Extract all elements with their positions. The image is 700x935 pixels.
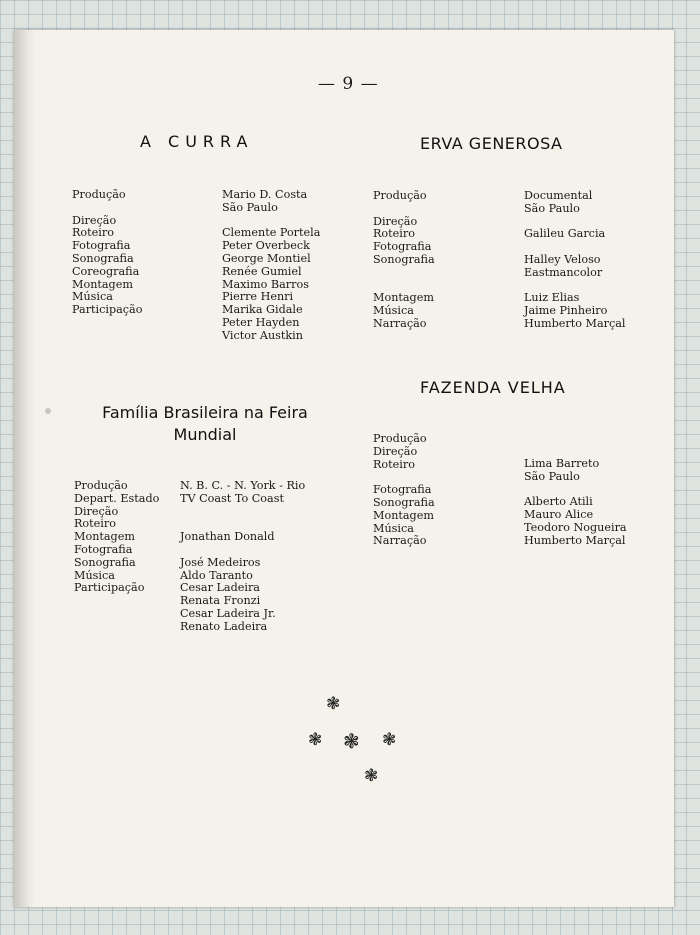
credit-role: Montagem [373, 291, 434, 305]
erva-generosa-values [524, 190, 625, 331]
title-line: Família Brasileira na Feira [102, 403, 308, 422]
credit-value: George Montiel [222, 251, 311, 265]
section-title-familia [85, 402, 325, 446]
flower-ornament-icon: ❃ [326, 694, 341, 714]
credit-value: Renée Gumiel [222, 264, 302, 278]
credit-value: Pierre Henri [222, 290, 294, 304]
credit-role: Música [373, 304, 414, 318]
credit-role: Depart. Estado [74, 491, 160, 505]
credit-value: Marika Gidale [222, 303, 303, 317]
credit-value: Jonathan Donald [180, 530, 275, 544]
credit-role: Narração [373, 534, 427, 548]
credit-role: Direção [373, 444, 418, 458]
credit-value: Renato Ladeira [180, 619, 268, 633]
credit-value: Documental [524, 189, 593, 202]
credit-value: Clemente Portela [222, 226, 321, 240]
a-curra-roles [72, 189, 142, 317]
credit-role: Direção [72, 213, 117, 227]
credit-value: Humberto Marçal [524, 533, 626, 547]
credit-role [72, 202, 142, 215]
credit-value: Mario D. Costa [222, 188, 308, 201]
title-line: Mundial [173, 425, 237, 444]
credit-value: Humberto Marçal [524, 316, 626, 330]
section-title-a-curra: A CURRA [140, 132, 254, 151]
credit-role: Música [373, 521, 414, 535]
credit-value: TV Coast To Coast [180, 491, 284, 505]
credit-value: Teodoro Nogueira [524, 520, 627, 534]
credit-value: Alberto Atili [524, 495, 593, 509]
binding-hole [45, 408, 51, 414]
credit-role: Sonografia [373, 252, 435, 266]
credit-value: Maximo Barros [222, 277, 309, 291]
credit-role: Fotografia [373, 483, 432, 497]
credit-value: São Paulo [222, 200, 278, 214]
credit-role: Fotografia [74, 542, 133, 556]
credit-role: Direção [373, 214, 418, 228]
credit-value: Luiz Elias [524, 291, 580, 305]
page-number: — 9 — [318, 74, 379, 94]
flower-ornament-icon: ❃ [364, 766, 379, 786]
section-title-erva-generosa: ERVA GENEROSA [420, 134, 563, 153]
credit-value: Renata Fronzi [180, 594, 261, 608]
credit-value: Cesar Ladeira Jr. [180, 606, 276, 620]
credit-value: Lima Barreto [524, 457, 600, 470]
credit-role: Sonografia [72, 251, 134, 265]
familia-roles [74, 480, 159, 595]
credit-value: São Paulo [524, 469, 580, 483]
credit-value: Peter Overbeck [222, 239, 310, 253]
credit-value: Victor Austkin [222, 328, 303, 342]
credit-role: Participação [74, 581, 145, 595]
credit-value [180, 506, 305, 519]
credit-role: Música [72, 290, 113, 304]
credit-value: Mauro Alice [524, 508, 594, 522]
a-curra-values [222, 189, 320, 343]
credit-role: Roteiro [74, 517, 116, 531]
section-title-fazenda-velha: FAZENDA VELHA [420, 378, 566, 397]
credit-value: Galileu Garcia [524, 227, 606, 241]
credit-value: São Paulo [524, 201, 580, 215]
fazenda-velha-values [524, 458, 627, 548]
credit-role [373, 267, 435, 280]
credit-value: Peter Hayden [222, 315, 300, 329]
credit-role: Coreografia [72, 264, 140, 278]
credit-role: Montagem [74, 530, 135, 544]
credit-role: Produção [72, 188, 126, 201]
credit-role: Fotografia [72, 239, 131, 253]
credit-role: Produção [373, 432, 427, 445]
credit-role: Participação [72, 303, 143, 317]
credit-role: Roteiro [373, 457, 415, 471]
page-fold [14, 30, 36, 907]
erva-generosa-roles [373, 190, 435, 331]
credit-role: Música [74, 568, 115, 582]
flower-ornament-icon: ❃ [343, 729, 360, 753]
credit-value: Aldo Taranto [180, 568, 253, 582]
credit-value: José Medeiros [180, 555, 261, 569]
credit-role: Narração [373, 316, 427, 330]
credit-value: Eastmancolor [524, 265, 603, 279]
credit-role: Sonografia [373, 495, 435, 509]
credit-role: Sonografia [74, 555, 136, 569]
flower-ornament-icon: ❃ [308, 730, 323, 750]
credit-role: Produção [373, 189, 427, 202]
fazenda-velha-roles [373, 433, 435, 548]
credit-role: Montagem [72, 277, 133, 291]
credit-role: Direção [74, 504, 119, 518]
credit-role [373, 203, 435, 216]
credit-value [180, 544, 305, 557]
credit-value: Jaime Pinheiro [524, 304, 608, 318]
credit-role: Produção [74, 479, 128, 492]
credit-role: Roteiro [373, 227, 415, 241]
credit-value: Halley Veloso [524, 252, 601, 266]
credit-role: Montagem [373, 508, 434, 522]
familia-values [180, 480, 305, 634]
credit-role: Fotografia [373, 240, 432, 254]
credit-value: N. B. C. - N. York - Rio [180, 479, 306, 492]
credit-role: Roteiro [72, 226, 114, 240]
flower-ornament-icon: ❃ [382, 730, 397, 750]
credit-value: Cesar Ladeira [180, 581, 260, 595]
